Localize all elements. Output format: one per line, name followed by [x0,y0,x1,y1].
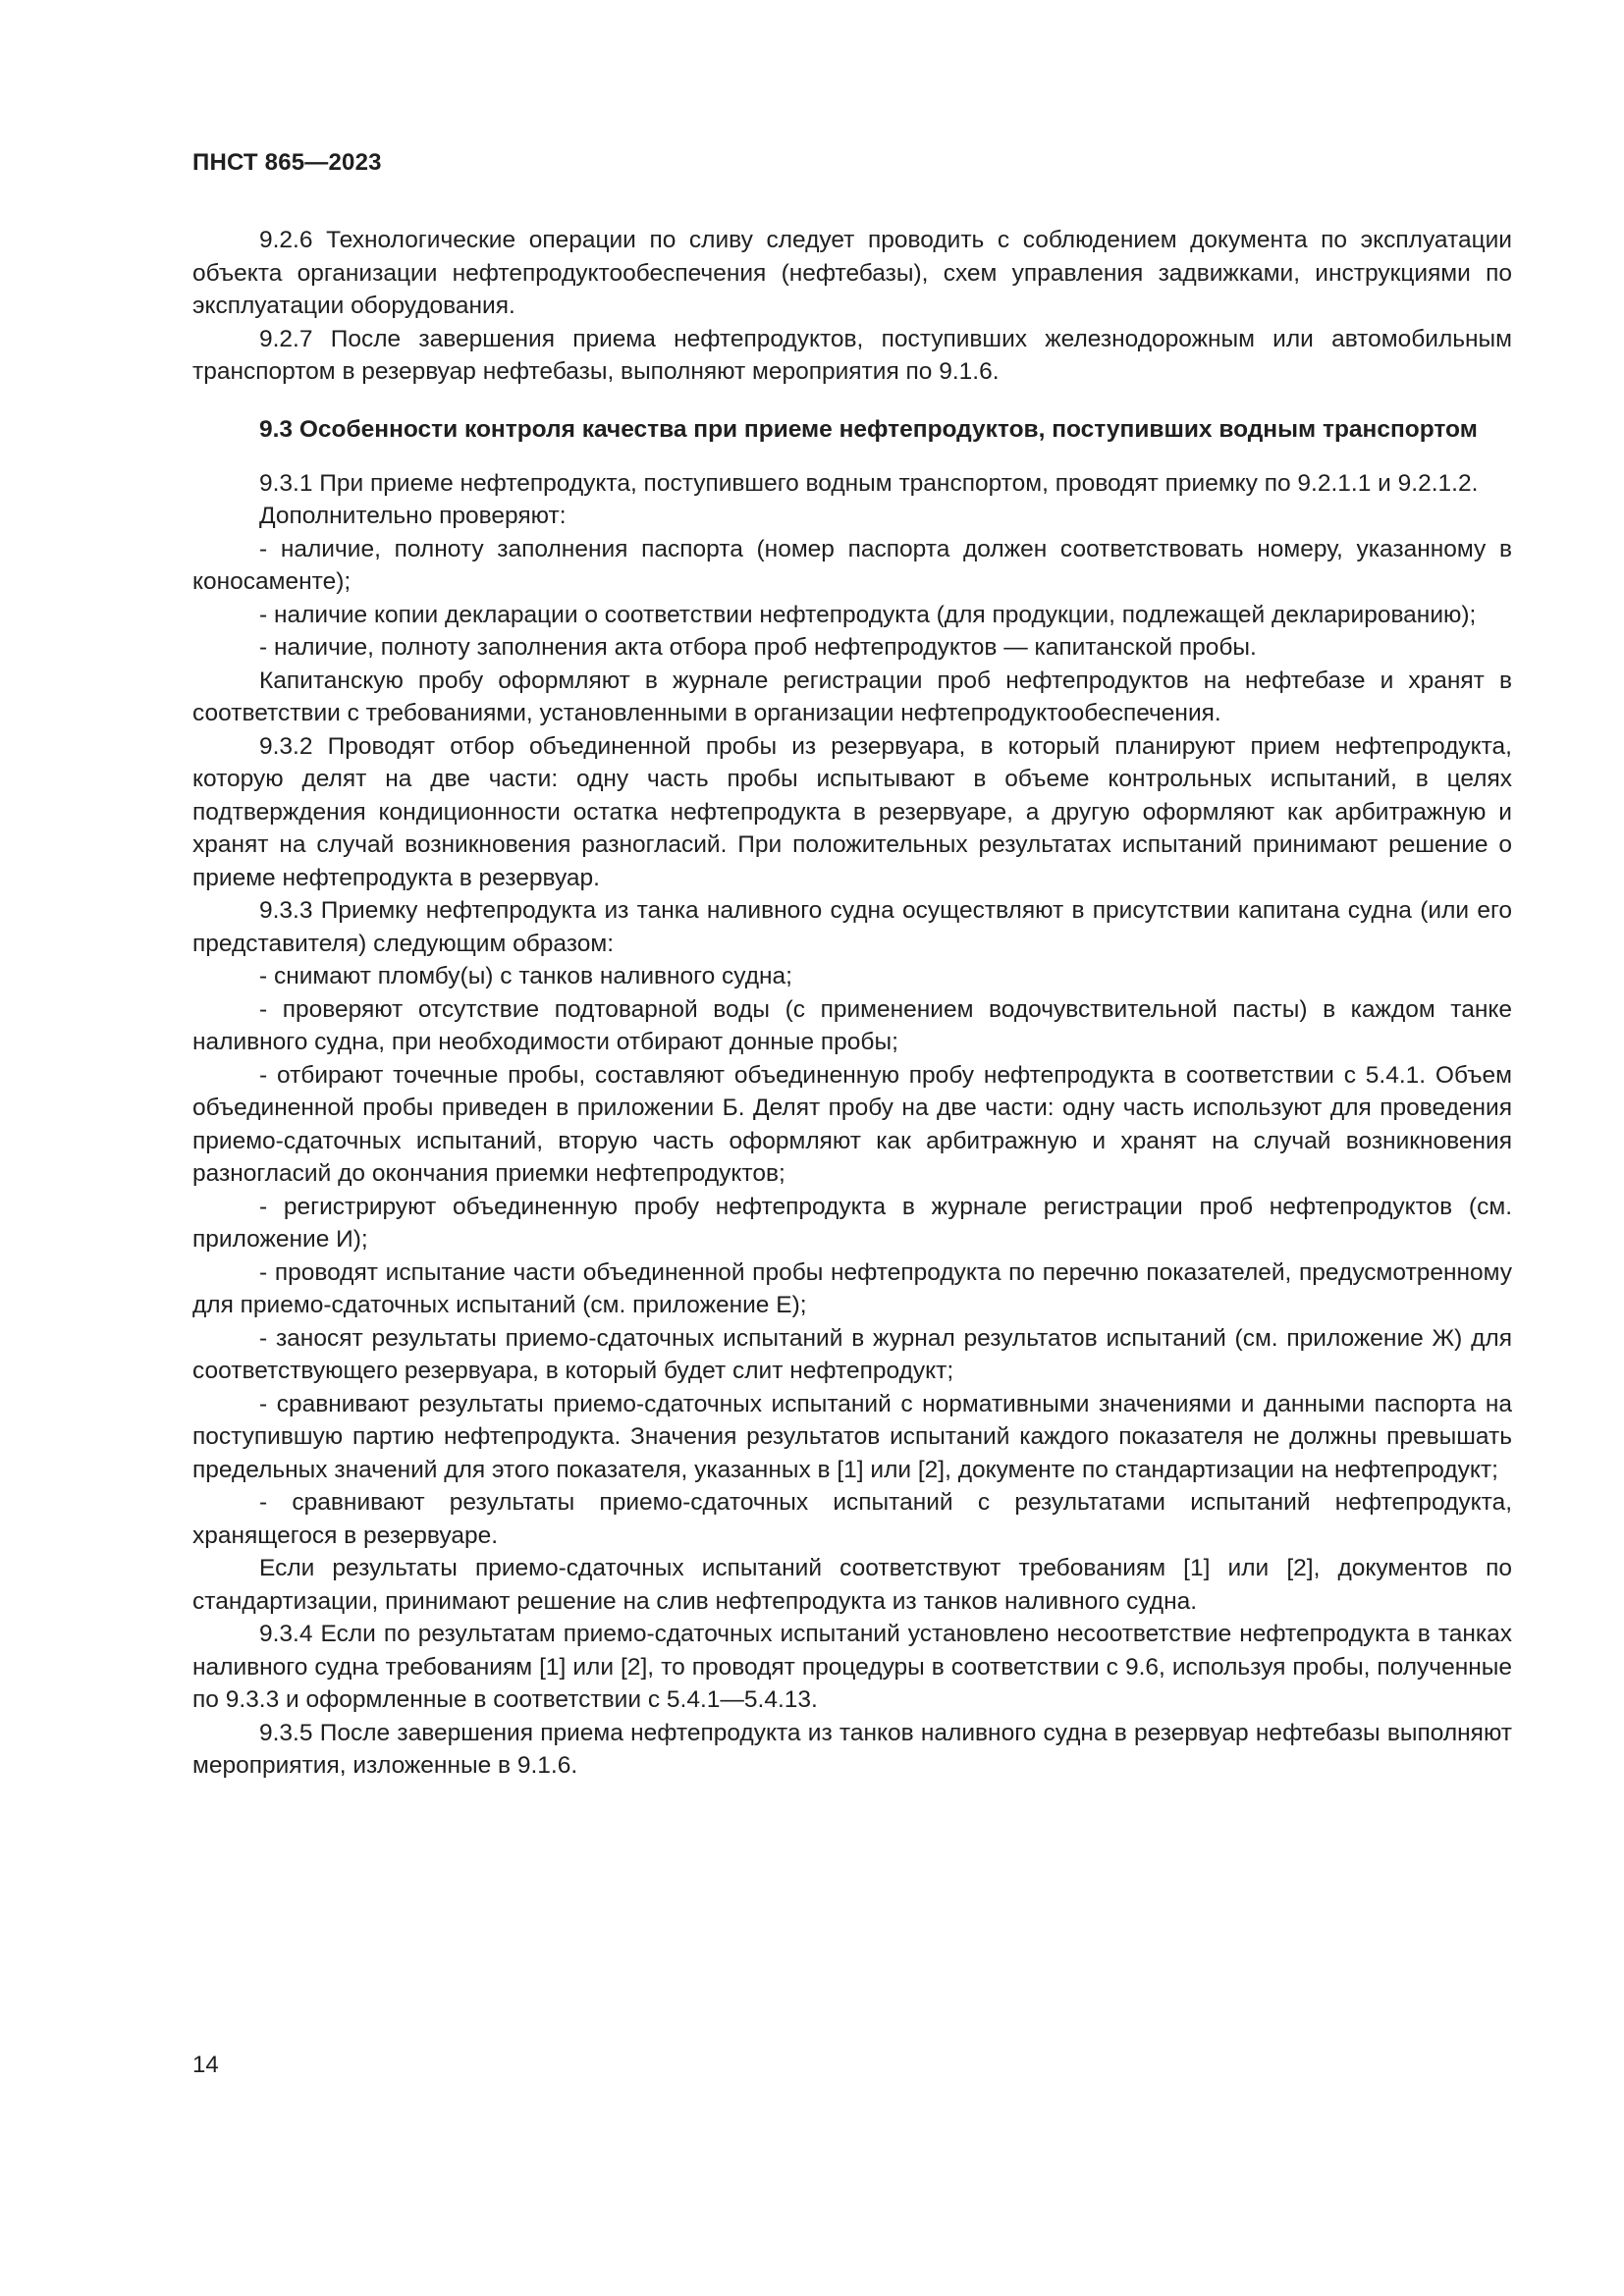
list-item: - сравнивают результаты приемо-сдаточных испытаний с нормативными значениями и данными паспорта на поступившую партию нефтепродукта. Значения результатов испытаний каждого показателя не должны превышать предельных значений для этого показателя, указанных в [1] или [2], документе по стандартизации на нефтепродукт; [192,1390,1512,1483]
paragraph-9-3-1: 9.3.1 При приеме нефтепродукта, поступившего водным транспортом, проводят приемку по 9.2.1.1 и 9.2.1.2. [259,469,1479,497]
list-item: - наличие, полноту заполнения паспорта (номер паспорта должен соответствовать номеру, указанному в коносаменте); [192,535,1512,595]
paragraph-9-3-2: 9.3.2 Проводят отбор объединенной пробы из резервуара, в который планируют прием нефтепродукта, которую делят на две части: одну часть пробы испытывают в объеме контрольных испытаний, в целях подтверждения кондиционности остатка нефтепродукта в резервуаре, а другую оформляют как арбитражную и хранят на случай возникновения разногласий. При положительных результатах испытаний принимают решение о приеме нефтепродукта в резервуар. [192,732,1512,891]
page-number: 14 [192,2052,219,2078]
list-item: - проверяют отсутствие подтоварной воды (с применением водочувствительной пасты) в каждом танке наливного судна, при необходимости отбирают донные пробы; [192,995,1512,1055]
list-item: - отбирают точечные пробы, составляют объединенную пробу нефтепродукта в соответствии с 5.4.1. Объем объединенной пробы приведен в приложении Б. Делят пробу на две части: одну часть используют для проведения приемо-сдаточных испытаний, вторую часть оформляют как арбитражную и хранят на случай возникновения разногласий до окончания приемки нефтепродуктов; [192,1061,1512,1187]
list-item: - наличие, полноту заполнения акта отбора проб нефтепродуктов — капитанской пробы. [259,634,1257,661]
paragraph-9-2-6: 9.2.6 Технологические операции по сливу следует проводить с соблюдением документа по эксплуатации объекта организации нефтепродуктообеспечения (нефтебазы), схем управления задвижками, инструкциями по эксплуатации оборудования. [192,227,1512,319]
paragraph-9-3-5: 9.3.5 После завершения приема нефтепродукта из танков наливного судна в резервуар нефтебазы выполняют мероприятия, изложенные в 9.1.6. [192,1719,1512,1779]
paragraph-result-decision: Если результаты приемо-сдаточных испытаний соответствуют требованиям [1] или [2], документов по стандартизации, принимают решение на слив нефтепродукта из танков наливного судна. [192,1555,1512,1615]
list-item: - заносят результаты приемо-сдаточных испытаний в журнал результатов испытаний (см. приложение Ж) для соответствующего резервуара, в который будет слит нефтепродукт; [192,1324,1512,1384]
paragraph-captain-sample: Капитанскую пробу оформляют в журнале регистрации проб нефтепродуктов на нефтебазе и хранят в соответствии с требованиями, установленными в организации нефтепродуктообеспечения. [192,667,1512,726]
paragraph-9-3-4: 9.3.4 Если по результатам приемо-сдаточных испытаний установлено несоответствие нефтепродукта в танках наливного судна требованиям [1] или [2], то проводят процедуры в соответствии с 9.6, используя пробы, полученные по 9.3.3 и оформленные в соответствии с 5.4.1—5.4.13. [192,1621,1512,1713]
paragraph-additional-check: Дополнительно проверяют: [259,503,567,529]
list-item: - сравнивают результаты приемо-сдаточных испытаний с результатами испытаний нефтепродукта, хранящегося в резервуаре. [192,1489,1512,1549]
paragraph-9-3-3: 9.3.3 Приемку нефтепродукта из танка наливного судна осуществляют в присутствии капитана судна (или его представителя) следующим образом: [192,897,1512,957]
list-item: - проводят испытание части объединенной пробы нефтепродукта по перечню показателей, предусмотренному для приемо-сдаточных испытаний (см. приложение Е); [192,1258,1512,1318]
paragraph-9-2-7: 9.2.7 После завершения приема нефтепродуктов, поступивших железнодорожным или автомобильным транспортом в резервуар нефтебазы, выполняют мероприятия по 9.1.6. [192,325,1512,385]
section-heading-9-3: 9.3 Особенности контроля качества при приеме нефтепродуктов, поступивших водным транспортом [259,415,1478,443]
list-item: - наличие копии декларации о соответствии нефтепродукта (для продукции, подлежащей декларированию); [259,601,1477,628]
list-item: - регистрируют объединенную пробу нефтепродукта в журнале регистрации проб нефтепродуктов (см. приложение И); [192,1193,1512,1253]
list-item: - снимают пломбу(ы) с танков наливного судна; [259,963,792,989]
document-code: ПНСТ 865—2023 [192,149,382,176]
document-body [192,224,1512,1783]
